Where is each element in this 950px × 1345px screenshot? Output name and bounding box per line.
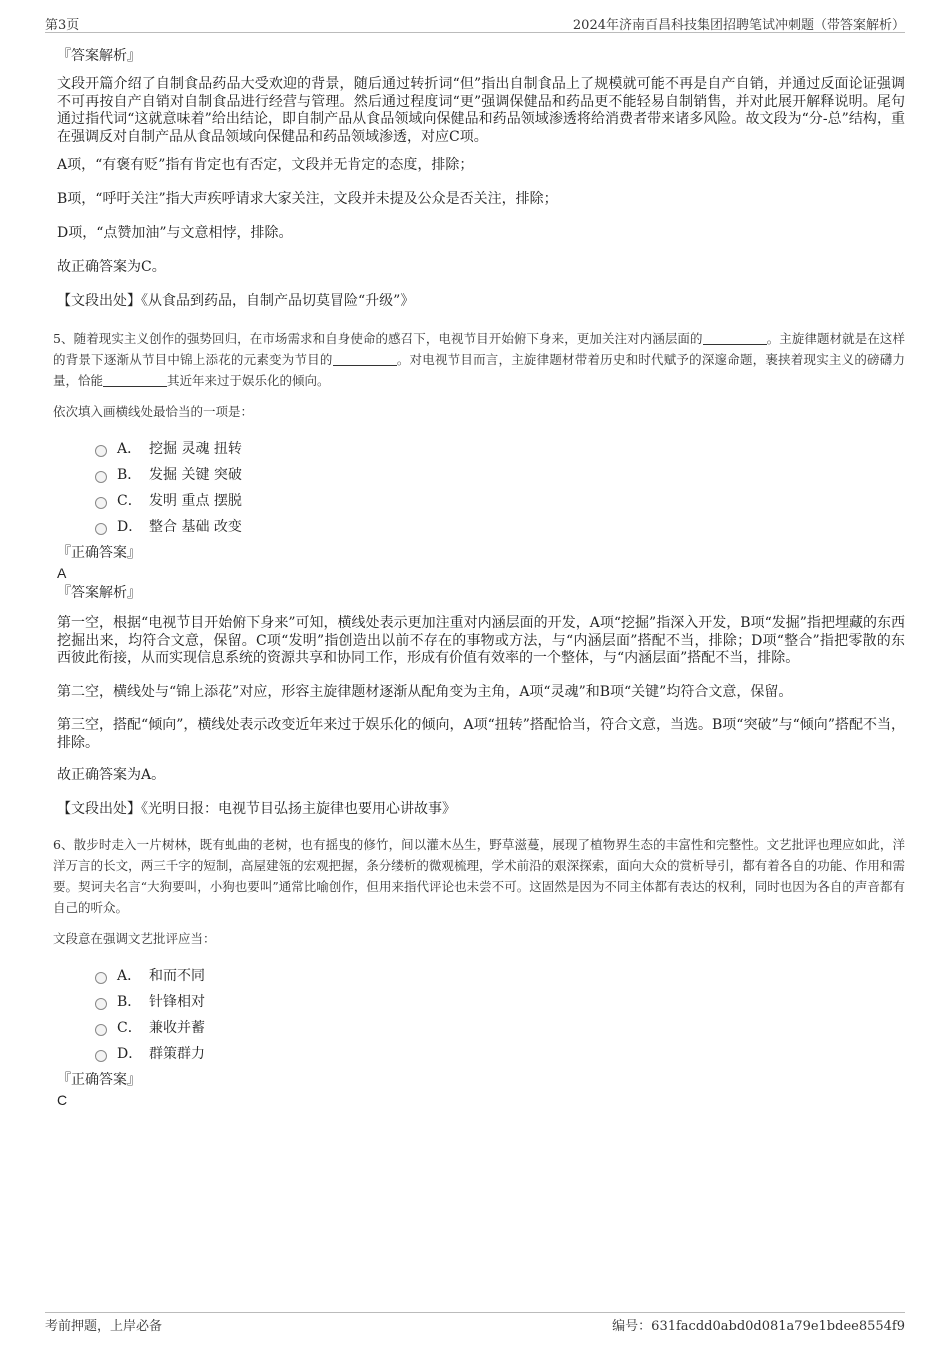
radio-button-icon[interactable]	[95, 523, 107, 535]
radio-button-icon[interactable]	[95, 471, 107, 483]
radio-button-icon[interactable]	[95, 445, 107, 457]
correct-answer: C	[57, 1092, 68, 1108]
analysis-paragraph: 文段开篇介绍了自制食品药品大受欢迎的背景，随后通过转折词“但”指出自制食品上了规模就可能不再是自产自销，并通过反面论证强调不可再按自产自销对自制食品进行经营与管理。然后通过程度词“更”强调保健品和药品更不能轻易自制销售，并对此展开解释说明。尾句通过指代词“这就意味着”给出结论，即自制产品从食品领域向保健品和药品领域渗透将给消费者带来诸多风险。故文段为“分-总”结构，重在强调反对自制产品从食品领域向保健品和药品领域渗透，对应C项。	[57, 76, 905, 145]
option-d[interactable]: D． 整合 基础 改变	[95, 513, 905, 539]
correct-answer-heading: 『正确答案』	[57, 545, 141, 561]
conclusion: 故正确答案为C。	[57, 259, 166, 275]
page-header	[45, 14, 905, 33]
option-c[interactable]: C． 兼收并蓄	[95, 1014, 905, 1040]
page-content	[45, 46, 905, 1108]
conclusion: 故正确答案为A。	[57, 767, 166, 783]
option-a[interactable]: A． 挖掘 灵魂 扭转	[95, 435, 905, 461]
option-c[interactable]: C． 发明 重点 摆脱	[95, 487, 905, 513]
analysis-heading: 『答案解析』	[57, 48, 141, 64]
radio-button-icon[interactable]	[95, 972, 107, 984]
correct-answer-heading: 『正确答案』	[57, 1072, 141, 1088]
analysis-paragraph-1: 第一空，根据“电视节目开始俯下身来”可知，横线处表示更加注重对内涵层面的开发，A项“挖掘”指深入开发，B项“发掘”指把埋藏的东西挖掘出来，均符合文意，保留。C项“发明”指创造出以前不存在的事物或方法，与“内涵层面”搭配不当，排除；D项“整合”指把零散的东西彼此衔接，从而实现信息系统的资源共享和协同工作，形成有价值有效率的一个整体，与“内涵层面”搭配不当，排除。	[57, 615, 905, 666]
radio-button-icon[interactable]	[95, 998, 107, 1010]
page-footer	[45, 1312, 905, 1333]
option-b[interactable]: B． 发掘 关键 突破	[95, 461, 905, 487]
blank-3	[103, 372, 167, 387]
radio-button-icon[interactable]	[95, 497, 107, 509]
analysis-option-a: A项，“有褒有贬”指有肯定也有否定，文段并无肯定的态度，排除；	[57, 157, 474, 173]
analysis-paragraph-3: 第三空，搭配“倾向”，横线处表示改变近年来过于娱乐化的倾向，A项“扭转”搭配恰当，符合文意，当选。B项“突破”与“倾向”搭配不当，排除。	[57, 717, 905, 751]
radio-button-icon[interactable]	[95, 1024, 107, 1036]
option-b[interactable]: B． 针锋相对	[95, 988, 905, 1014]
document-id: 编号：631facdd0abd0d081a79e1bdee8554f9	[612, 1319, 905, 1334]
radio-button-icon[interactable]	[95, 1050, 107, 1062]
analysis-option-d: D项，“点赞加油”与文意相悖，排除。	[57, 225, 293, 241]
analysis-paragraph-2: 第二空，横线处与“锦上添花”对应，形容主旋律题材逐渐从配角变为主角，A项“灵魂”和B项“关键”均符合文意，保留。	[57, 683, 793, 700]
question-5-options	[95, 435, 905, 539]
blank-1	[703, 330, 767, 345]
question-6-options	[95, 962, 905, 1066]
source-citation: 【文段出处】《光明日报：电视节目弘扬主旋律也要用心讲故事》	[57, 801, 456, 817]
question-6-stem: 6、散步时走入一片树林，既有虬曲的老树，也有摇曳的修竹，间以灌木丛生，野草滋蔓，展现了植物界生态的丰富性和完整性。文艺批评也理应如此，洋洋万言的长文，两三千字的短制，高屋建瓴的宏观把握，条分缕析的微观梳理，学术前沿的艰深探索，面向大众的赏析导引，都有着各自的功能、作用和需要。契诃夫名言“大狗要叫，小狗也要叫”通常比喻创作，但用来指代评论也未尝不可。这固然是因为不同主体都有表达的权利，同时也因为各自的声音都有自己的听众。	[53, 837, 905, 915]
footer-slogan: 考前押题，上岸必备	[45, 1319, 163, 1334]
correct-answer: A	[57, 565, 67, 581]
option-d[interactable]: D． 群策群力	[95, 1040, 905, 1066]
blank-2	[333, 351, 397, 366]
source-citation: 【文段出处】《从食品到药品，自制产品切莫冒险“升级”》	[57, 293, 415, 309]
question-5-prompt: 依次填入画横线处最恰当的一项是：	[53, 404, 254, 419]
option-a[interactable]: A． 和而不同	[95, 962, 905, 988]
document-title: 2024年济南百昌科技集团招聘笔试冲刺题（带答案解析）	[572, 18, 905, 33]
question-5-stem: 5、随着现实主义创作的强势回归，在市场需求和自身使命的感召下，电视节目开始俯下身来，更加关注对内涵层面的 。主旋律题材就是在这样的背景下逐渐从节目中锦上添花的元素变为节目的 。对电视节目而言，主旋律题材带着历史和时代赋予的深邃命题，裹挟着现实主义的磅礴力量，恰能 其近年来过于娱乐化的倾向。	[53, 331, 905, 388]
analysis-option-b: B项，“呼吁关注”指大声疾呼请求大家关注，文段并未提及公众是否关注，排除；	[57, 191, 558, 207]
page-number: 第3页	[45, 18, 80, 33]
analysis-heading: 『答案解析』	[57, 585, 141, 601]
question-6-prompt: 文段意在强调文艺批评应当：	[53, 931, 216, 946]
